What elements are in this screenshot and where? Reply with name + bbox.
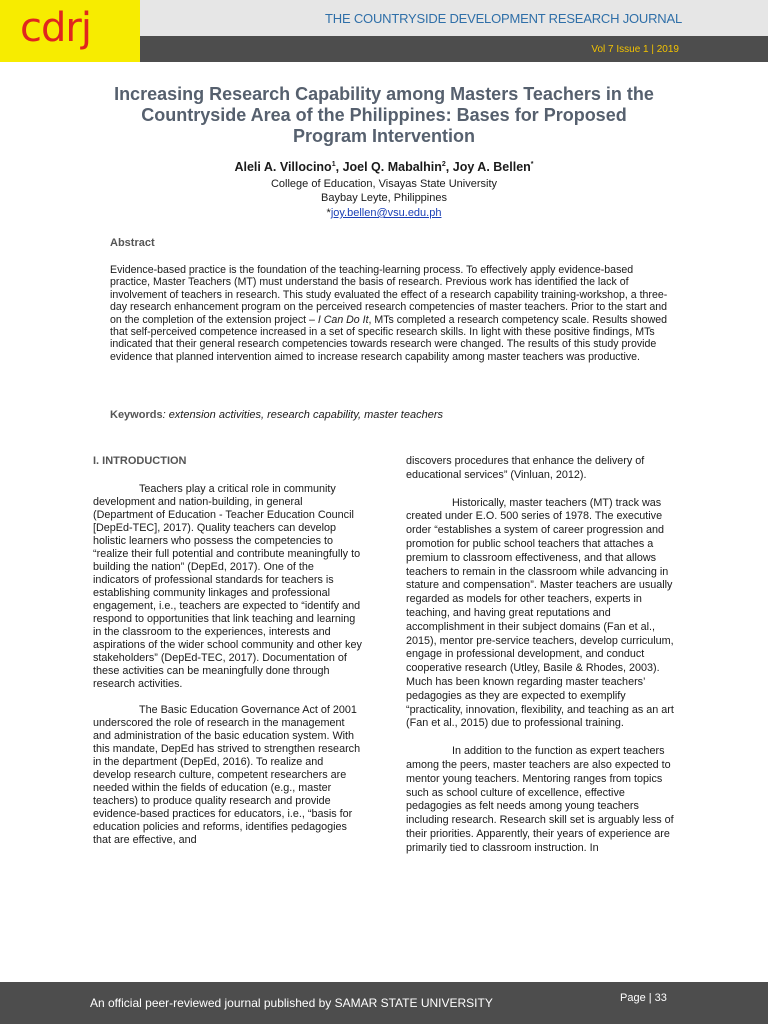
- journal-logo: [0, 0, 140, 62]
- article-title: Increasing Research Capability among Masters Teachers in the Countryside Area of the Philippines: Bases for Proposed Program Intervention: [114, 84, 654, 146]
- keywords: [110, 409, 443, 421]
- author-mark: 1: [331, 160, 336, 168]
- author-mark: *: [530, 160, 534, 168]
- author-list: Aleli A. Villocino$^1$, Joel Q. Mabalhin$^2$, Joy A. Bellen*: [234, 160, 534, 174]
- section-heading: I. INTRODUCTION: [93, 455, 187, 467]
- author-name: Joel Q. Mabalhin: [342, 160, 442, 174]
- abstract-body: [110, 264, 668, 363]
- paragraph: Historically, master teachers (MT) track was created under E.O. 500 series of 1978. The executive order “establishes a system of career progression and promotion for public school teachers that attaches a premium to classroom effectiveness, and that allows teachers to remain in the classroom while advancing in stature and compensation”. Master teachers are usually regarded as models for other teachers, experts in teaching, and having great reputations and accomplishment in their subject domains (Fan et al., 2015), mentor pre-service teachers, develop curriculum, engage in professional development, and conduct cooperative research (Utley, Basile & Rhodes, 2003). Much has been known regarding master teachers’ pedagogies as they are expected to exemplify “practicality, innovation, flexibility, and teaching as an art (Fan et al., 2015) due to professional training.: [406, 496, 674, 730]
- paragraph: Teachers play a critical role in community development and nation-building, in general (Department of Education - Teacher Education Council [DepEd-TEC], 2017). Quality teachers can develop holistic learners who possess the competencies to “realize their full potential and contribute meaningfully to building the nation” (DepEd, 2017). One of the indicators of professional standards for teachers is establishing community linkages and professional engagement, i.e., teachers are expected to “identify and respond to opportunities that link teaching and learning in the classroom to the experiences, interests and aspirations of the wider school community and other key stakeholders” (DepEd-TEC, 2017). Documentation of these activities can be meaningfully done through research activities.: [93, 483, 362, 690]
- left-column: [93, 483, 363, 847]
- keywords-list: : extension activities, research capability, master teachers: [162, 409, 443, 421]
- paragraph: The Basic Education Governance Act of 2001 underscored the role of research in the management and administration of the basic education system. With this mandate, DepEd has strived to strengthen research in the department (DepEd, 2016). To realize and develop research culture, competent researchers are needed within the fields of education (e.g., master teachers) to produce quality research and provide evidence-based practices for educators, i.e., “basis for education policies and reforms, identifies pedagogies that are effective, and: [93, 704, 361, 846]
- logo-text: cdrj: [20, 5, 91, 51]
- author-name: Aleli A. Villocino: [234, 160, 332, 174]
- abstract-heading: Abstract: [110, 237, 155, 249]
- author-name: Joy A. Bellen: [452, 160, 531, 174]
- page-number: Page | 33: [620, 992, 667, 1004]
- publisher-note: An official peer-reviewed journal published by SAMAR STATE UNIVERSITY: [90, 996, 493, 1010]
- abstract-text-cont: , MTs completed a research competency scale. Results showed that self-perceived competence increased in a set of specific research skills. In light with these positive findings, MTs indicated that their general research competencies towards research were changed. The results of this study provide evidence that planned intervention aimed to increase research capability among master teachers was productive.: [110, 313, 668, 363]
- keywords-label: Keywords: [110, 409, 163, 421]
- email-marker: *: [326, 207, 331, 219]
- volume-issue: Vol 7 Issue 1 | 2019: [591, 44, 679, 55]
- affiliation-institution: College of Education, Visayas State University: [270, 178, 498, 190]
- paragraph: In addition to the function as expert teachers among the peers, master teachers are also expected to mentor young teachers. Mentoring ranges from topics such as school culture of excellence, effective pedagogies as felt needs among young teachers including research. Research skill set is arguably less of their priorities. Apparently, their years of experience are primarily tied to classroom instruction. In: [406, 745, 674, 854]
- corresponding-email: [110, 207, 658, 219]
- journal-header: [0, 0, 768, 62]
- author-mark: 2: [441, 160, 446, 168]
- paragraph: discovers procedures that enhance the delivery of educational services” (Vinluan, 2012).: [406, 455, 645, 481]
- abstract-text: Evidence-based practice is the foundation of the teaching-learning process. To effectively apply evidence-based practice, Master Teachers (MT) must understand the basis of research. Previous work has identified the lack of involvement of teachers in research. This study evaluated the effect of a research capability training-workshop, a three-day research enhancement program on the perceived research competencies of master teachers. Prior to the start and on the completion of the extension project –: [110, 264, 668, 326]
- project-name: I Can Do It: [317, 313, 369, 326]
- right-column: [406, 455, 676, 856]
- journal-name: THE COUNTRYSIDE DEVELOPMENT RESEARCH JOURNAL: [325, 11, 682, 26]
- affiliation-location: Baybay Leyte, Philippines: [321, 192, 447, 204]
- email-link[interactable]: joy.bellen@vsu.edu.ph: [330, 207, 442, 219]
